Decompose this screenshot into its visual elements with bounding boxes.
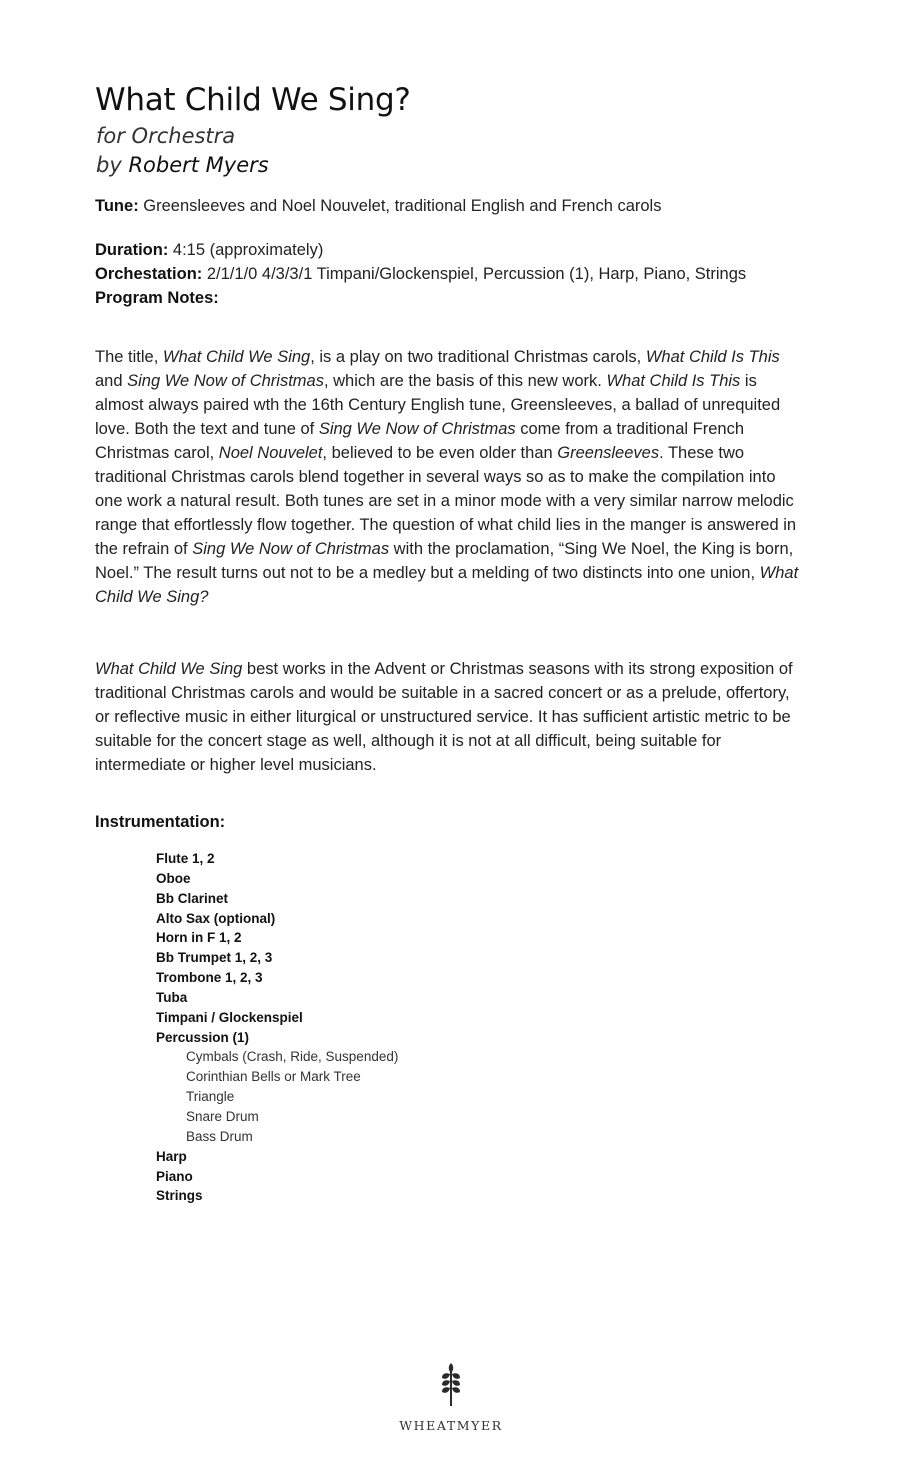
program-notes-label: Program Notes: (95, 289, 219, 307)
paragraph-text: , believed to be even older than (322, 444, 558, 462)
tune-label: Tune: (95, 197, 139, 215)
instrument-item: Harp (156, 1148, 187, 1164)
wheat-icon (436, 1362, 466, 1408)
italic-title-text: Noel Nouvelet (218, 444, 323, 462)
duration-label: Duration: (95, 241, 169, 259)
orchestration-value: 2/1/1/0 4/3/3/1 Timpani/Glockenspiel, Percussion (1), Harp, Piano, Strings (202, 265, 747, 283)
program-notes-heading (95, 286, 815, 310)
subtitle: for Orchestra (96, 124, 236, 148)
italic-title-text: What Child We Sing? (95, 564, 799, 606)
percussion-sub-item: Cymbals (Crash, Ride, Suspended) (186, 1049, 399, 1065)
byline (96, 153, 269, 177)
instrument-item: Bb Trumpet 1, 2, 3 (156, 950, 273, 966)
italic-title-text: What Child We Sing (95, 660, 243, 678)
paragraph-text: and (95, 372, 128, 390)
instrument-item: Timpani / Glockenspiel (156, 1009, 303, 1025)
publisher-logo (390, 1362, 512, 1433)
percussion-sub-item: Snare Drum (186, 1108, 259, 1124)
italic-title-text: What Child Is This (645, 348, 780, 366)
orchestration-label: Orchestation: (95, 265, 203, 283)
paragraph-text: The title, (95, 348, 163, 366)
tune-value: Greensleeves and Noel Nouvelet, traditional English and French carols (138, 197, 662, 215)
instrument-item: Piano (156, 1168, 193, 1184)
paragraph-text: , which are the basis of this new work. (323, 372, 607, 390)
instrumentation-list (156, 849, 398, 1206)
percussion-sub-item: Triangle (186, 1089, 235, 1105)
italic-title-text: What Child Is This (606, 372, 741, 390)
instrument-item: Strings (156, 1188, 203, 1204)
italic-title-text: What Child We Sing (162, 348, 311, 366)
tune-line (95, 194, 815, 218)
composer-name: Robert Myers (128, 153, 269, 177)
instrument-item: Alto Sax (optional) (156, 910, 276, 926)
paragraph-text: come from a traditional French Christmas carol, (95, 420, 745, 462)
percussion-sub-item: Corinthian Bells or Mark Tree (186, 1069, 361, 1085)
instrument-item: Percussion (1) (156, 1029, 250, 1045)
duration-value: 4:15 (approximately) (168, 241, 324, 259)
duration-line (95, 238, 815, 262)
details-block (95, 238, 815, 310)
italic-title-text: Greensleeves (557, 444, 660, 462)
byline-prefix: by (96, 153, 129, 177)
italic-title-text: Sing We Now of Christmas (127, 372, 324, 390)
instrument-item: Tuba (156, 989, 188, 1005)
publisher-name: WHEATMYER (399, 1418, 503, 1433)
page-title: What Child We Sing? (95, 82, 411, 118)
program-notes-paragraph-2 (95, 657, 807, 777)
instrument-item: Horn in F 1, 2 (156, 930, 242, 946)
program-notes-paragraph-1 (95, 345, 807, 609)
instrument-item: Trombone 1, 2, 3 (156, 970, 263, 986)
percussion-sub-item: Bass Drum (186, 1128, 253, 1144)
paragraph-text: is almost always paired wth the 16th Century English tune, Greensleeves, a ballad of unrequited love. Both the text and tune of (95, 372, 781, 438)
italic-title-text: Sing We Now of Christmas (318, 420, 516, 438)
paragraph-text: . These two traditional Christmas carols blend together in several ways so as to make the compilation into one work a natural result. Both tunes are set in a minor mode with a very similar narrow melodic range that effortlessly flow together. The question of what child lies in the manger is answered in the refrain of (95, 444, 797, 558)
paragraph-text: best works in the Advent or Christmas seasons with its strong exposition of traditional Christmas carols and would be suitable in a sacred concert or as a prelude, offertory, or reflective music in either liturgical or unstructured service. It has sufficient artistic metric to be suitable for the concert stage as well, although it is not at all difficult, being suitable for intermediate or higher level musicians. (95, 660, 793, 774)
orchestration-line (95, 262, 815, 286)
italic-title-text: Sing We Now of Christmas (192, 540, 390, 558)
instrument-item: Flute 1, 2 (156, 851, 215, 866)
instrumentation-heading: Instrumentation: (95, 813, 226, 831)
paragraph-text: with the proclamation, “Sing We Noel, the King is born, Noel.” The result turns out not to be a medley but a melding of two distincts into one union, (95, 540, 794, 582)
paragraph-text: , is a play on two traditional Christmas carols, (310, 348, 646, 366)
instrument-item: Bb Clarinet (156, 890, 229, 906)
instrument-item: Oboe (156, 870, 191, 886)
